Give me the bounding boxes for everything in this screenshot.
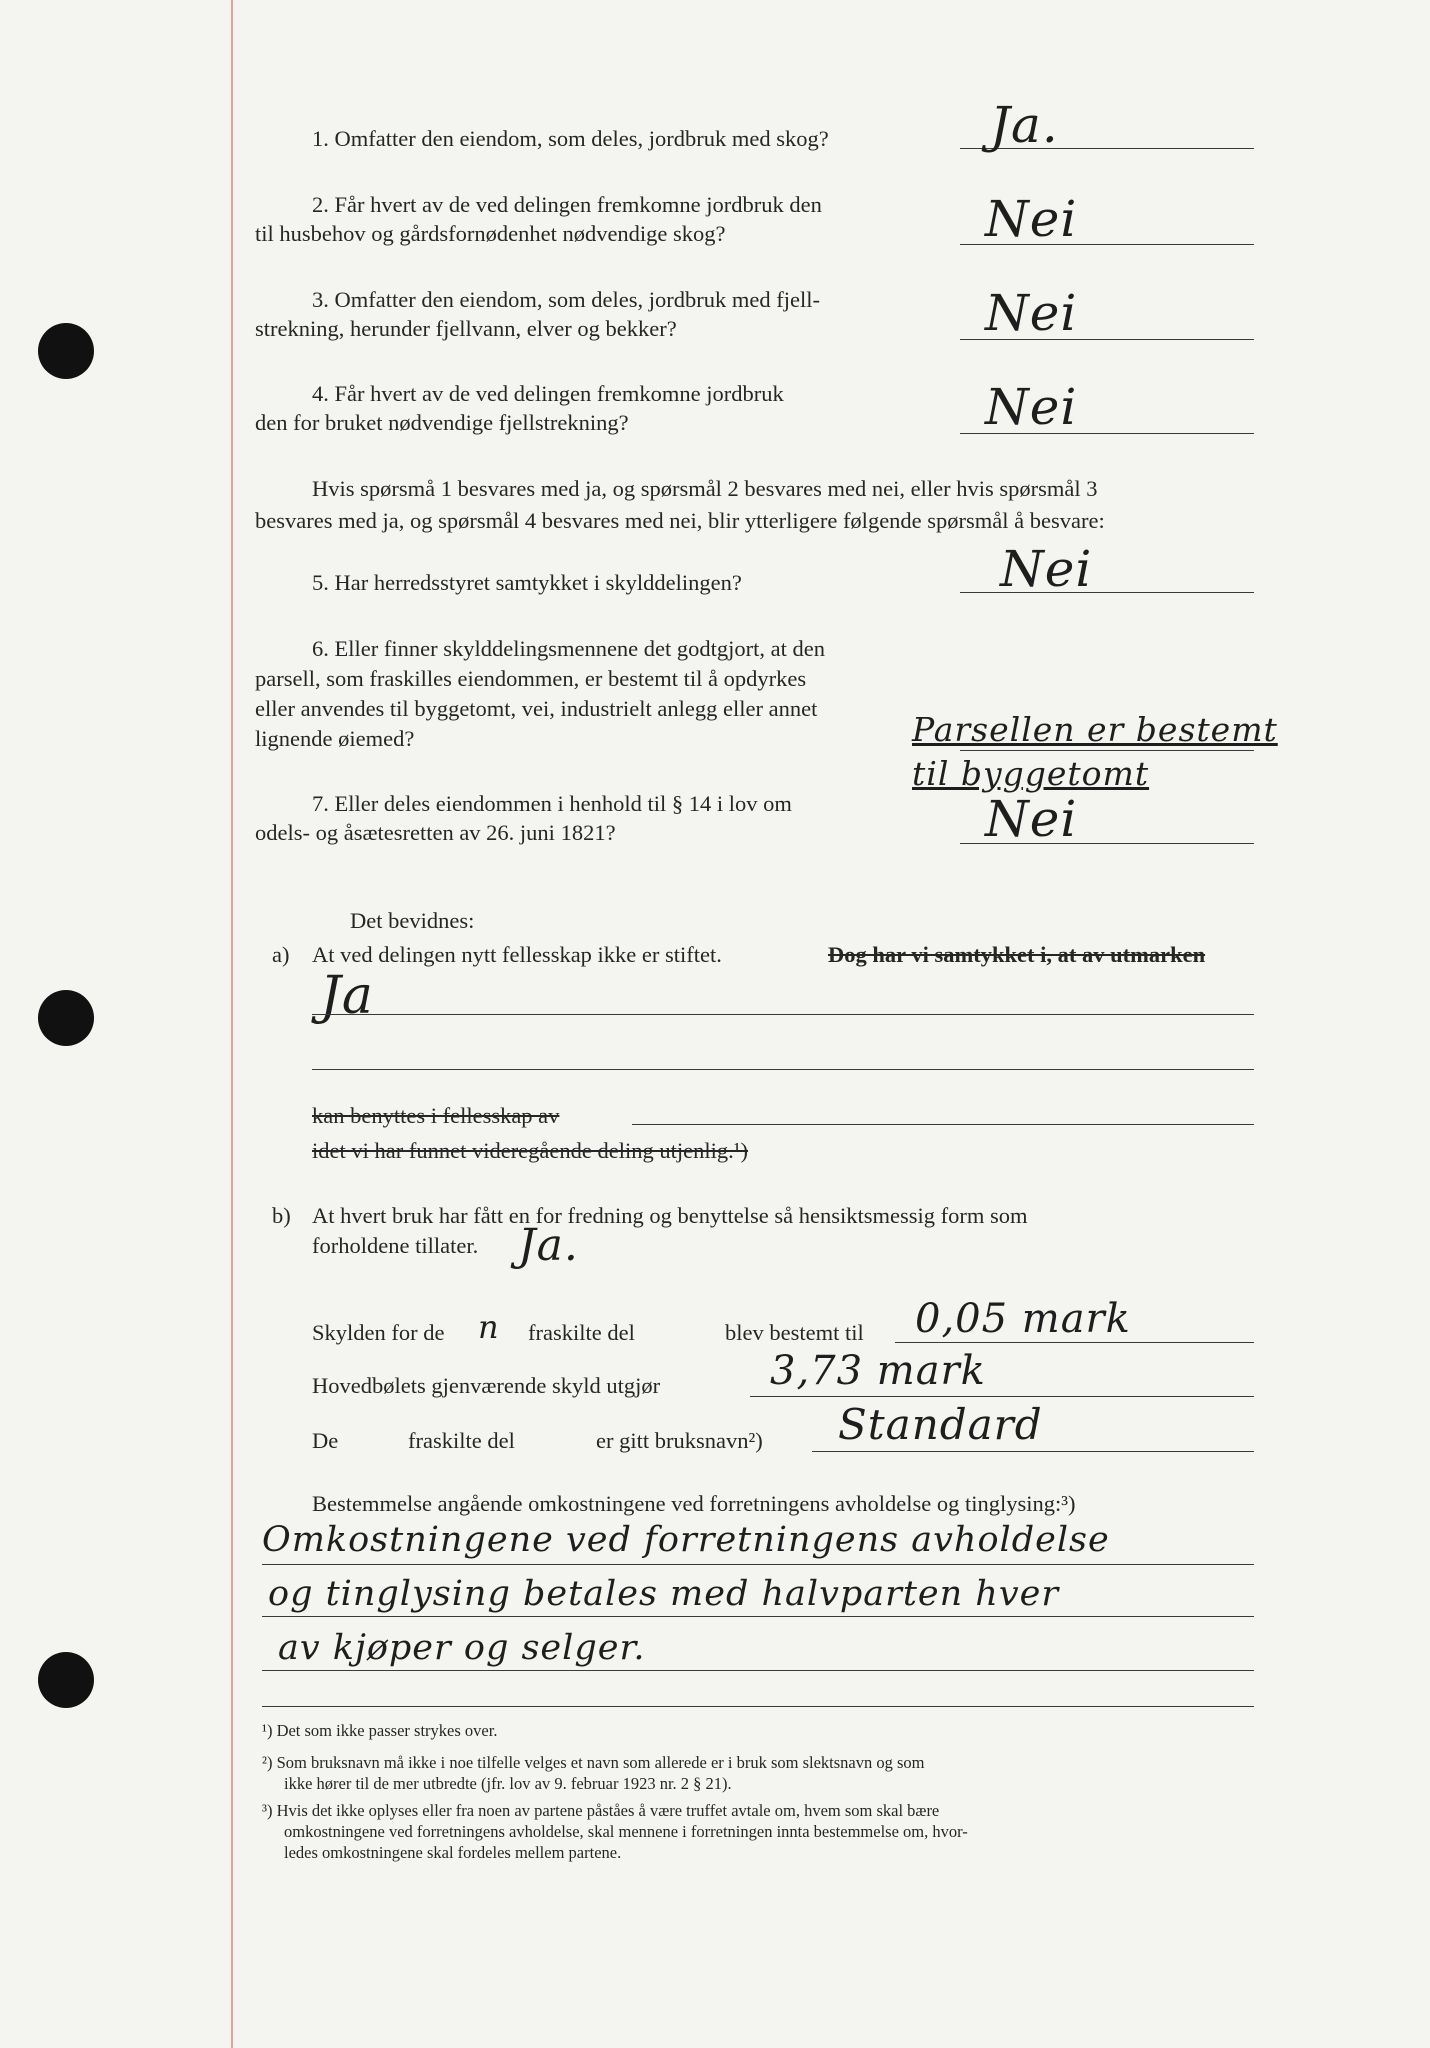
answer-6-line-2: til byggetomt [912, 754, 1150, 793]
answer-line [632, 1124, 1254, 1125]
answer-5: Nei [1000, 540, 1093, 598]
answer-line [960, 750, 1254, 751]
footnote-1: ¹) Det som ikke passer strykes over. [262, 1721, 498, 1740]
answer-7: Nei [985, 790, 1078, 848]
answer-line [262, 1670, 1254, 1671]
item-b-line-1: At hvert bruk har fått en for fredning og benyttelse så hensiktsmessig form som [312, 1203, 1028, 1228]
item-a-answer: Ja [320, 966, 374, 1026]
item-a-text: At ved delingen nytt fellesskap ikke er stiftet. [312, 942, 722, 967]
answer-3: Nei [985, 284, 1078, 342]
bruksnavn-label-3: er gitt bruksnavn²) [596, 1428, 763, 1453]
question-6-line-4: lignende øiemed? [255, 726, 415, 751]
question-3-line-2: strekning, herunder fjellvann, elver og bekker? [255, 316, 677, 341]
answer-line [750, 1396, 1254, 1397]
footnote-3-line-3: ledes omkostningene skal fordeles mellem partene. [284, 1843, 622, 1862]
question-3-line-1: 3. Omfatter den eiendom, som deles, jordbruk med fjell- [312, 287, 820, 312]
answer-line [812, 1451, 1254, 1452]
item-b-line-2: forholdene tillater. [312, 1233, 479, 1258]
skyld-label-2: fraskilte del [528, 1320, 635, 1345]
answer-line [312, 1014, 1254, 1015]
omkostninger-line-3: av kjøper og selger. [278, 1628, 646, 1668]
footnote-2-line-2: ikke hører til de mer utbredte (jfr. lov av 9. februar 1923 nr. 2 § 21). [284, 1774, 732, 1793]
question-2-line-2: til husbehov og gårdsfornødenhet nødvendige skog? [255, 221, 726, 246]
condition-line-2: besvares med ja, og spørsmål 4 besvares med nei, blir ytterligere følgende spørsmål å besvare: [255, 508, 1105, 533]
item-a-struck-text-3: idet vi har funnet videregående deling utjenlig.¹) [312, 1138, 748, 1163]
skyld-value: 0,05 mark [915, 1296, 1131, 1342]
question-7-line-1: 7. Eller deles eiendommen i henhold til § 14 i lov om [312, 791, 792, 816]
answer-6-line-1: Parsellen er bestemt [912, 710, 1278, 749]
question-7-line-2: odels- og åsætesretten av 26. juni 1821? [255, 820, 616, 845]
omkostninger-line-1: Omkostningene ved forretningens avholdelse [262, 1520, 1110, 1560]
bruksnavn-label-2: fraskilte del [408, 1428, 515, 1453]
skyld-handwritten-suffix: n [478, 1308, 500, 1346]
item-a-struck-text: Dog har vi samtykket i, at av utmarken [828, 942, 1206, 967]
answer-2: Nei [985, 190, 1078, 248]
hovedbol-value: 3,73 mark [770, 1348, 986, 1394]
answer-line [262, 1616, 1254, 1617]
margin-line [231, 0, 233, 2048]
question-5: 5. Har herredsstyret samtykket i skylddelingen? [312, 570, 742, 595]
omkostninger-line-2: og tinglysing betales med halvparten hver [268, 1574, 1060, 1614]
question-6-line-2: parsell, som fraskilles eiendommen, er bestemt til å opdyrkes [255, 666, 807, 691]
punch-hole [38, 1652, 94, 1708]
item-b-label: b) [272, 1203, 291, 1228]
item-b-answer: Ja. [518, 1220, 579, 1271]
footnote-3-line-2: omkostningene ved forretningens avholdelse, skal mennene i forretningen innta bestemmelse om, hvor- [284, 1822, 968, 1841]
question-6-line-1: 6. Eller finner skylddelingsmennene det godtgjort, at den [312, 636, 825, 661]
item-a-struck-text-2: kan benyttes i fellesskap av [312, 1103, 560, 1128]
bruksnavn-value: Standard [838, 1400, 1043, 1449]
skyld-label: Skylden for de [312, 1320, 445, 1345]
item-a-label: a) [272, 942, 290, 967]
answer-line [895, 1342, 1254, 1343]
hovedbol-label: Hovedbølets gjenværende skyld utgjør [312, 1373, 661, 1398]
question-2-line-1: 2. Får hvert av de ved delingen fremkomne jordbruk den [312, 192, 822, 217]
answer-line [312, 1069, 1254, 1070]
question-4-line-1: 4. Får hvert av de ved delingen fremkomne jordbruk [312, 381, 784, 406]
omkostninger-label: Bestemmelse angående omkostningene ved forretningens avholdelse og tinglysing:³) [312, 1491, 1076, 1516]
footnote-2-line-1: ²) Som bruksnavn må ikke i noe tilfelle velges et navn som allerede er i bruk som slektsnavn og som [262, 1753, 925, 1772]
punch-hole [38, 990, 94, 1046]
question-4-line-2: den for bruket nødvendige fjellstrekning? [255, 410, 629, 435]
answer-4: Nei [985, 378, 1078, 436]
bevidnes-heading: Det bevidnes: [350, 908, 475, 933]
question-6-line-3: eller anvendes til byggetomt, vei, industrielt anlegg eller annet [255, 696, 818, 721]
answer-line [262, 1564, 1254, 1565]
footnote-3-line-1: ³) Hvis det ikke oplyses eller fra noen av partene påståes å være truffet avtale om, hvem som skal bære [262, 1801, 940, 1820]
question-1: 1. Omfatter den eiendom, som deles, jordbruk med skog? [312, 126, 829, 151]
bruksnavn-label: De [312, 1428, 339, 1453]
skyld-label-3: blev bestemt til [725, 1320, 864, 1345]
condition-line-1: Hvis spørsmå 1 besvares med ja, og spørsmål 2 besvares med nei, eller hvis spørsmål 3 [312, 476, 1098, 501]
punch-hole [38, 323, 94, 379]
answer-line [262, 1706, 1254, 1707]
answer-1: Ja. [990, 96, 1059, 154]
